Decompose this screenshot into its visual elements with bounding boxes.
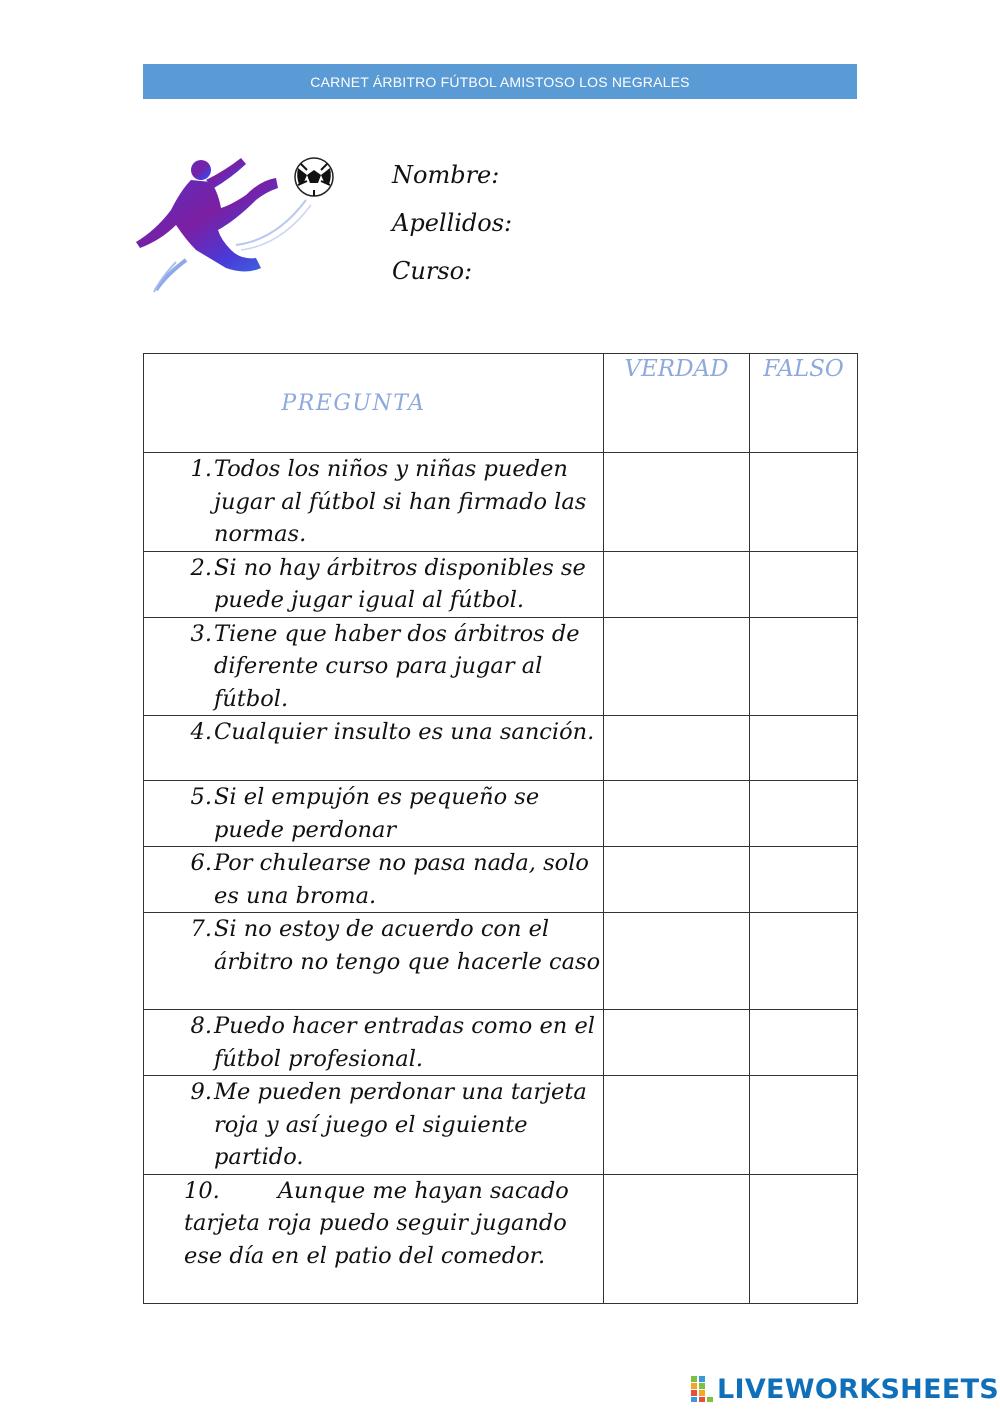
question-text: Por chulearse no pasa nada, solo es una broma. [214,850,589,909]
question-text: Tiene que haber dos árbitros de diferente curso para jugar al fútbol. [214,620,580,712]
question-text: Si no estoy de acuerdo con el árbitro no tengo que hacerle caso [214,916,601,975]
question-text: Cualquier insulto es una sanción. [214,719,595,745]
question-cell [144,551,604,617]
title-banner [143,64,857,99]
table-row [144,1076,858,1175]
question-number: 1. [190,456,212,482]
falso-answer-cell[interactable] [750,1076,858,1175]
question-text: Si el empujón es pequeño se puede perdonar [214,784,540,843]
table-row [144,453,858,552]
question-number: 8. [190,1013,212,1039]
falso-answer-cell[interactable] [750,716,858,781]
verdad-answer-cell[interactable] [604,617,750,716]
falso-answer-cell[interactable] [750,1010,858,1076]
question-number: 3. [190,620,212,647]
question-cell [144,453,604,552]
verdad-answer-cell[interactable] [604,847,750,913]
question-number: 9. [190,1079,212,1105]
verdad-answer-cell[interactable] [604,781,750,847]
apellidos-label: Apellidos: [392,209,513,237]
verdad-answer-cell[interactable] [604,453,750,552]
question-cell [144,617,604,716]
question-text: Si no hay árbitros disponibles se puede jugar igual al fútbol. [214,554,586,613]
question-number: 6. [190,850,212,876]
table-row [144,913,858,1010]
page-title: CARNET ÁRBITRO FÚTBOL AMISTOSO LOS NEGRALES [310,73,690,90]
question-cell [144,913,604,1010]
question-cell [144,1076,604,1175]
question-number: 5. [190,784,212,810]
question-number: 4. [190,719,212,745]
curso-label: Curso: [392,257,473,285]
falso-answer-cell[interactable] [750,1174,858,1303]
table-row [144,1174,858,1303]
nombre-label: Nombre: [392,161,500,189]
question-number: 10. [184,1177,220,1204]
question-cell [144,716,604,781]
question-text: Me pueden perdonar una tarjeta roja y así juego el siguiente partido. [214,1079,587,1170]
falso-answer-cell[interactable] [750,781,858,847]
table-row [144,716,858,781]
verdad-answer-cell[interactable] [604,1174,750,1303]
falso-answer-cell[interactable] [750,453,858,552]
questions-table [143,353,858,1304]
header-pregunta: PREGUNTA [144,354,604,453]
liveworksheets-brand [691,1373,999,1405]
liveworksheets-logo-icon [691,1376,713,1402]
header-falso: FALSO [750,354,858,453]
soccer-player-kick-icon [126,150,341,300]
question-cell [144,781,604,847]
falso-answer-cell[interactable] [750,617,858,716]
header-verdad: VERDAD [604,354,750,453]
verdad-answer-cell[interactable] [604,1010,750,1076]
verdad-answer-cell[interactable] [604,913,750,1010]
verdad-answer-cell[interactable] [604,1076,750,1175]
brand-text: LIVEWORKSHEETS [717,1373,1000,1405]
question-text: Puedo hacer entradas como en el fútbol profesional. [214,1013,595,1072]
table-row [144,551,858,617]
verdad-answer-cell[interactable] [604,716,750,781]
table-row [144,847,858,913]
question-number: 2. [190,554,212,581]
question-text: Todos los niños y niñas pueden jugar al fútbol si han firmado las normas. [214,456,587,547]
verdad-answer-cell[interactable] [604,551,750,617]
question-cell [144,1010,604,1076]
falso-answer-cell[interactable] [750,847,858,913]
table-row [144,617,858,716]
question-cell [144,847,604,913]
question-text: Aunque me hayan sacado tarjeta roja puedo seguir jugando ese día en el patio del comedor. [184,1177,569,1269]
falso-answer-cell[interactable] [750,551,858,617]
falso-answer-cell[interactable] [750,913,858,1010]
question-number: 7. [190,916,212,942]
table-row [144,1010,858,1076]
question-cell [144,1174,604,1303]
table-row [144,781,858,847]
table-header-row [144,354,858,453]
